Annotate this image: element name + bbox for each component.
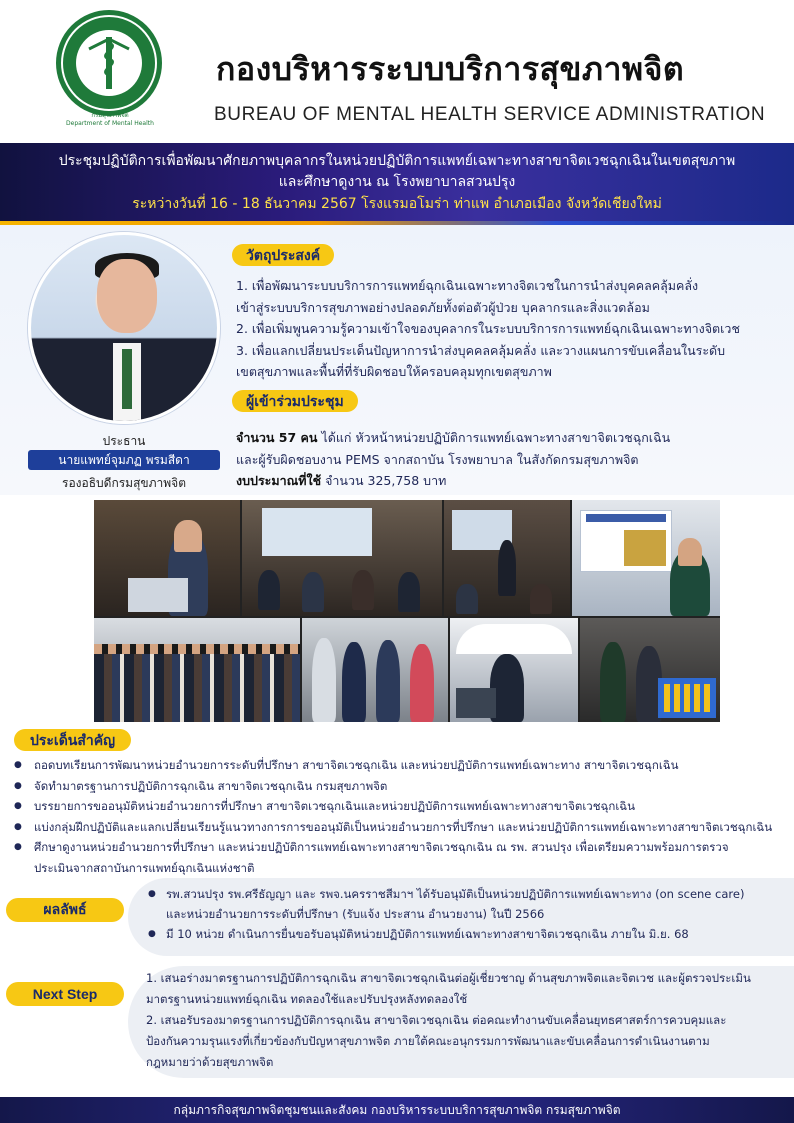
budget-label: งบประมาณที่ใช้ — [236, 473, 322, 488]
photo-site-visit — [302, 618, 448, 722]
attendees-desc: ได้แก่ หัวหน้าหน่วยปฏิบัติการแพทย์เฉพาะทางสาขาจิตเวชฉุกเฉิน — [317, 430, 671, 445]
attendees-count: จำนวน 57 คน — [236, 430, 318, 445]
objective-line: 2. เพื่อเพิ่มพูนความรู้ความเข้าใจของบุคลากรในระบบบริการการแพทย์ฉุกเฉินเฉพาะทางจิตเวช — [236, 321, 740, 336]
key-points-heading: ประเด็นสำคัญ — [14, 729, 131, 751]
objectives-list — [236, 275, 784, 383]
list-item: ● ถอดบทเรียนการพัฒนาหน่วยอำนวยการระดับที่ปรึกษา สาขาจิตเวชฉุกเฉิน และหน่วยปฏิบัติการแพทย์เฉพาะทาง สาขาจิตเวชฉุกเฉิน — [12, 755, 788, 776]
objectives-heading: วัตถุประสงค์ — [232, 244, 334, 266]
ministry-emblem-icon — [59, 13, 159, 113]
list-item: ● รพ.สวนปรุง รพ.ศรีธัญญา และ รพจ.นครราชสีมาฯ ได้รับอนุมัติเป็นหน่วยปฏิบัติการแพทย์เฉพาะทาง (on scene care) — [148, 884, 788, 904]
logo-dept-caption — [40, 112, 180, 128]
dept-en: Department of Mental Health — [66, 120, 154, 127]
objective-line: 3. เพื่อแลกเปลี่ยนประเด็นปัญหาการนำส่งบุคคลคลุ้มคลั่ง และวางแผนการขับเคลื่อนในระดับ — [236, 342, 726, 358]
event-date-location: ระหว่างวันที่ 16 - 18 ธันวาคม 2567 โรงแรมอโมร่า ท่าแพ อำเภอเมือง จังหวัดเชียงใหม่ — [132, 196, 662, 212]
photo-group-shot — [94, 618, 300, 722]
attendees-info — [236, 427, 784, 492]
budget-line — [236, 470, 784, 492]
photo-equipment-demo — [580, 618, 720, 722]
photo-tie — [122, 349, 132, 409]
list-item-continuation: และหน่วยอำนวยการระดับที่ปรึกษา (รับแจ้ง ประสาน อำนวยงาน) ในปี 2566 — [166, 907, 545, 921]
photo-meeting-room — [242, 500, 442, 616]
event-title-line1: ประชุมปฏิบัติการเพื่อพัฒนาศักยภาพบุคลากรในหน่วยปฏิบัติการแพทย์เฉพาะทางสาขาจิตเวชฉุกเฉินในเขตสุขภาพ — [58, 153, 736, 169]
list-item-continuation: ประเมินจากสถาบันการแพทย์ฉุกเฉินแห่งชาติ — [34, 860, 255, 875]
photo-speaker-laptop — [94, 500, 240, 616]
ministry-logo — [56, 10, 162, 116]
page-footer: กลุ่มภารกิจสุขภาพจิตชุมชนและสังคม กองบริหารระบบบริการสุขภาพจิต กรมสุขภาพจิต — [0, 1097, 794, 1123]
page-title-th: กองบริหารระบบบริการสุขภาพจิต — [216, 50, 685, 88]
next-step-line: ป้องกันความรุนแรงที่เกี่ยวข้องกับปัญหาสุขภาพจิต ภายใต้คณะอนุกรรมการพัฒนาและขับเคลื่อนการดำเนินงานตาม — [146, 1034, 710, 1048]
list-item: ● แบ่งกลุ่มฝึกปฏิบัติและแลกเปลี่ยนเรียนรู้แนวทางการการขออนุมัติเป็นหน่วยอำนวยการที่ปรึกษา และหน่วยปฏิบัติการแพทย์เฉพาะทางสาขาจิตเวชฉุกเฉิน — [12, 817, 788, 838]
list-item: ● มี 10 หน่วย ดำเนินการยื่นขอรับอนุมัติหน่วยปฏิบัติการแพทย์เฉพาะทางสาขาจิตเวชฉุกเฉิน ภายใน มิ.ย. 68 — [148, 924, 788, 944]
page-header — [0, 0, 794, 143]
photo-ambulance-interior — [450, 618, 578, 722]
attendees-line2: และผู้รับผิดชอบงาน PEMS จากสถาบัน โรงพยาบาล ในสังกัดกรมสุขภาพจิต — [236, 451, 639, 467]
list-item: ● ศึกษาดูงานหน่วยอำนวยการที่ปรึกษา และหน่วยปฏิบัติการแพทย์เฉพาะทางสาขาจิตเวชฉุกเฉิน ณ รพ. สวนปรุง เพื่อเตรียมความพร้อมการตรวจ — [12, 837, 788, 858]
chair-position: รองอธิบดีกรมสุขภาพจิต — [62, 476, 186, 490]
chairperson-photo — [28, 232, 220, 424]
photo-slide-screen — [572, 500, 720, 616]
objective-line: 1. เพื่อพัฒนาระบบบริการการแพทย์ฉุกเฉินเฉพาะทางจิตเวชในการนำส่งบุคคลคลุ้มคลั่ง — [236, 278, 699, 293]
list-item: ● บรรยายการขออนุมัติหน่วยอำนวยการที่ปรึกษา สาขาจิตเวชฉุกเฉินและหน่วยปฏิบัติการแพทย์เฉพาะทางสาขาจิตเวชฉุกเฉิน — [12, 796, 788, 817]
chair-role: ประธาน — [102, 434, 146, 448]
photo-presenter — [444, 500, 570, 616]
list-item: ● จัดทำมาตรฐานการปฏิบัติการฉุกเฉิน สาขาจิตเวชฉุกเฉิน กรมสุขภาพจิต — [12, 776, 788, 797]
objective-line: เข้าสู่ระบบบริการสุขภาพอย่างปลอดภัยทั้งต่อตัวผู้ป่วย บุคลากรและสิ่งแวดล้อม — [236, 299, 650, 315]
budget-amount: จำนวน 325,758 บาท — [321, 473, 447, 488]
photo-head — [97, 259, 157, 333]
next-step-line: กฎหมายว่าด้วยสุขภาพจิต — [146, 1055, 274, 1069]
next-step-heading: Next Step — [6, 982, 124, 1006]
next-step-line: 1. เสนอร่างมาตรฐานการปฏิบัติการฉุกเฉิน สาขาจิตเวชฉุกเฉินต่อผู้เชี่ยวชาญ ด้านสุขภาพจิตและจิตเวช และผู้ตรวจประเมิน — [146, 971, 751, 985]
event-banner — [0, 143, 794, 221]
chair-name: นายแพทย์จุมภฏ พรมสีดา — [28, 450, 220, 470]
attendees-heading: ผู้เข้าร่วมประชุม — [232, 390, 358, 412]
page-title-en: BUREAU OF MENTAL HEALTH SERVICE ADMINISTRATION — [214, 104, 766, 125]
dept-th: กรมสุขภาพจิต — [91, 112, 129, 119]
next-step-line: 2. เสนอรับรองมาตรฐานการปฏิบัติการฉุกเฉิน สาขาจิตเวชฉุกเฉิน ต่อคณะทำงานขับเคลื่อนยุทธศาสตร์การควบคุมและ — [146, 1013, 727, 1027]
key-points-list — [12, 755, 788, 878]
next-step-line: มาตรฐานหน่วยแพทย์ฉุกเฉิน ทดลองใช้และปรับปรุงหลังทดลองใช้ — [146, 992, 468, 1006]
photo-collage — [94, 500, 720, 722]
results-list — [148, 884, 788, 944]
attendees-line1 — [236, 427, 784, 449]
next-step-list — [146, 968, 790, 1073]
results-heading: ผลลัพธ์ — [6, 898, 124, 922]
event-title-line2: และศึกษาดูงาน ณ โรงพยาบาลสวนปรุง — [278, 174, 516, 190]
objective-line: เขตสุขภาพและพื้นที่ที่รับผิดชอบให้ครอบคลุมทุกเขตสุขภาพ — [236, 364, 552, 379]
